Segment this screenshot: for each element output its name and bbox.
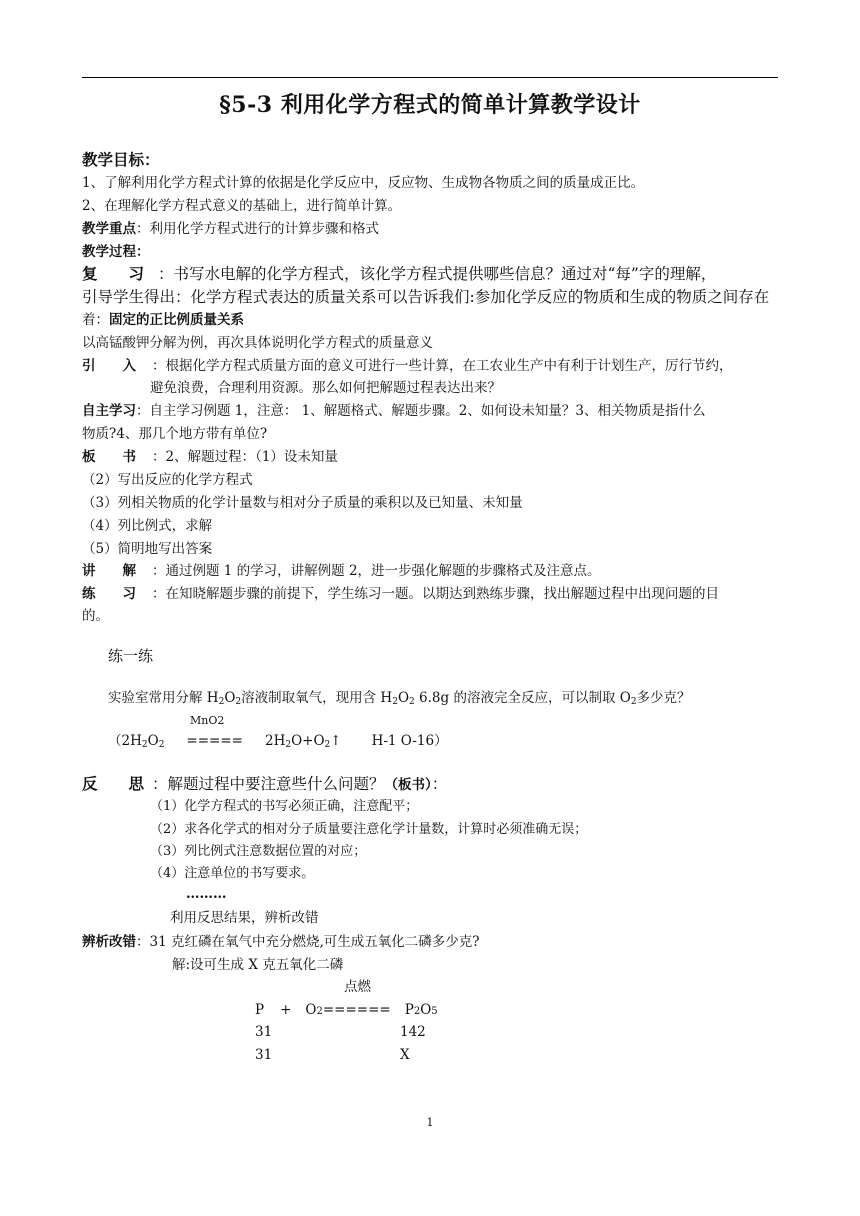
intro-label: 引 入	[82, 358, 136, 374]
reflect-colon: ：	[431, 775, 448, 793]
board-step-2: （2）写出反应的化学方程式	[82, 472, 253, 488]
problem-text-f: 多少克？	[636, 690, 691, 706]
eq-prod-o: O	[420, 1002, 432, 1018]
focus-label: 教学重点	[82, 221, 136, 237]
board-step-3: （3）列相关物质的化学计量数与相对分子质量的乘积以及已知量、未知量	[82, 495, 523, 511]
selfstudy-label: 自主学习	[82, 403, 136, 419]
correction-solution: 解:设可生成 X 克五氧化二磷	[172, 957, 344, 973]
teaching-focus	[82, 219, 379, 239]
sub-2: 2	[141, 740, 148, 750]
reflect-point-3: （3）列比例式注意数据位置的对应；	[150, 844, 367, 859]
eq-product-b: O+O	[291, 733, 325, 749]
selfstudy-line-1	[82, 401, 705, 421]
correction-label: 辨析改错	[82, 934, 136, 950]
eq-prod-sub2: 2	[413, 1006, 421, 1017]
exercise-problem	[108, 688, 691, 712]
page-title: §5-3 利用化学方程式的简单计算教学设计	[219, 92, 641, 118]
reflect-label: 反 思	[82, 774, 145, 793]
reflect-point-4: （4）注意单位的书写要求。	[150, 866, 315, 881]
lecture-line	[82, 561, 601, 581]
lecture-label: 讲 解	[82, 563, 136, 579]
board-line-1	[82, 447, 338, 467]
selfstudy-line-2: 物质?4、那几个地方带有单位?	[82, 426, 268, 442]
eq-prod-sub5: 5	[431, 1006, 438, 1017]
intro-text-1: ：根据化学方程式质量方面的意义可进行一些计算，在工农业生产中有利于计划生产，厉行节约，	[152, 358, 733, 374]
correction-line	[82, 932, 480, 952]
board-step-5: （5）简明地写出答案	[82, 541, 213, 557]
eq-o-sub: 2	[316, 1006, 323, 1017]
eq-masses: H-1 O-16）	[371, 733, 448, 749]
header-rule	[82, 77, 778, 78]
review-text-3a: 着：	[82, 312, 109, 328]
review-text-3b: 固定的正比例质量关系	[109, 312, 244, 328]
problem-text-b: O	[224, 690, 236, 706]
reflect-board: （板书）	[384, 777, 432, 793]
process-heading: 教学过程：	[82, 244, 150, 260]
intro-line-1	[82, 356, 733, 376]
reflect-point-2: （2）求各化学式的相对分子质量要注意化学计量数，计算时必须准确无误；	[150, 822, 588, 837]
review-line-1	[82, 264, 716, 284]
problem-text-e: 6.8g 的溶液完全反应，可以制取 O	[414, 690, 631, 706]
objectives-heading: 教学目标：	[82, 150, 160, 169]
sub-2: 2	[158, 740, 165, 750]
lecture-text: ：通过例题 1 的学习，讲解例题 2，进一步强化解题的步骤格式及注意点。	[152, 563, 601, 579]
mass-row-2-left: 31	[255, 1047, 273, 1063]
problem-text-c: 溶液制取氧气，现用含 H	[241, 690, 393, 706]
board-label: 板 书	[82, 449, 136, 465]
practice-label: 练 习	[82, 586, 136, 602]
reaction-condition: 点燃	[344, 979, 371, 995]
objective-1: 1、了解利用化学方程式计算的依据是化学反应中，反应物、生成物各物质之间的质量成正比。	[82, 175, 645, 191]
eq-o: O	[147, 733, 159, 749]
exercise-heading: 练一练	[108, 647, 154, 665]
practice-text-1: ：在知晓解题步骤的前提下，学生练习一题。以期达到熟练步骤，找出解题过程中出现问题的目	[152, 586, 719, 602]
exercise-equation	[108, 731, 448, 755]
reflect-point-1: （1）化学方程式的书写必须正确，注意配平；	[150, 799, 419, 814]
practice-line-2: 的。	[82, 608, 109, 624]
practice-line-1	[82, 584, 719, 604]
board-step-4: （4）列比例式，求解	[82, 518, 213, 534]
reflect-text: ：解题过程中要注意些什么问题？	[152, 775, 385, 793]
problem-text-d: O	[397, 690, 410, 706]
correction-equation	[255, 1000, 438, 1022]
eq-arrow: =====	[186, 733, 243, 749]
review-line-3	[82, 310, 244, 330]
sub-2: 2	[218, 697, 225, 707]
eq-product-a: 2H	[264, 733, 286, 749]
catalyst-label: MnO2	[190, 714, 225, 727]
sub-2: 2	[630, 697, 637, 707]
eq-plus: +	[280, 1002, 292, 1018]
sub-2: 2	[235, 697, 242, 707]
problem-text-a: 实验室常用分解 H	[108, 690, 219, 706]
correction-text: ：31 克红磷在氧气中充分燃烧,可生成五氧化二磷多少克?	[136, 934, 480, 950]
board-text-1: ：2、解题过程：（1）设未知量	[152, 449, 338, 465]
eq-o: O	[305, 1002, 317, 1018]
review-label: 复 习	[82, 264, 145, 283]
objective-2: 2、在理解化学方程式意义的基础上，进行简单计算。	[82, 198, 402, 214]
mass-row-1-right: 142	[400, 1024, 426, 1040]
reflect-after: 利用反思结果，辨析改错	[170, 910, 319, 926]
eq-p: P	[255, 1002, 265, 1018]
sub-2: 2	[285, 740, 292, 750]
reflect-ellipsis: ………	[186, 886, 227, 902]
sub-2: 2	[324, 740, 331, 750]
review-text-1: ：书写水电解的化学方程式，该化学方程式提供哪些信息？通过对“每”字的理解，	[158, 265, 717, 283]
sub-2: 2	[392, 697, 398, 707]
up-arrow-icon: ↑	[330, 733, 342, 749]
eq-arrow: ======	[322, 1002, 391, 1018]
intro-line-2: 避免浪费，合理利用资源。那么如何把解题过程表达出来？	[150, 380, 501, 396]
eq-open: （2H	[108, 733, 142, 749]
page-number: 1	[426, 1116, 434, 1129]
mass-row-2-right: X	[400, 1047, 410, 1063]
reflect-line	[82, 774, 447, 795]
mass-row-1-left: 31	[255, 1024, 273, 1040]
eq-prod-p: P	[404, 1002, 414, 1018]
sub-2: 2	[409, 697, 415, 707]
review-line-4: 以高锰酸钾分解为例，再次具体说明化学方程式的质量意义	[82, 335, 433, 351]
selfstudy-text-1: ：自主学习例题 1，注意： 1、解题格式、解题步骤。2、如何设未知量？3、相关物质是指什么	[136, 403, 706, 419]
focus-text: ：利用化学方程式进行的计算步骤和格式	[136, 221, 379, 237]
review-line-2: 引导学生得出：化学方程式表达的质量关系可以告诉我们:参加化学反应的物质和生成的物质之间存在	[82, 288, 770, 306]
